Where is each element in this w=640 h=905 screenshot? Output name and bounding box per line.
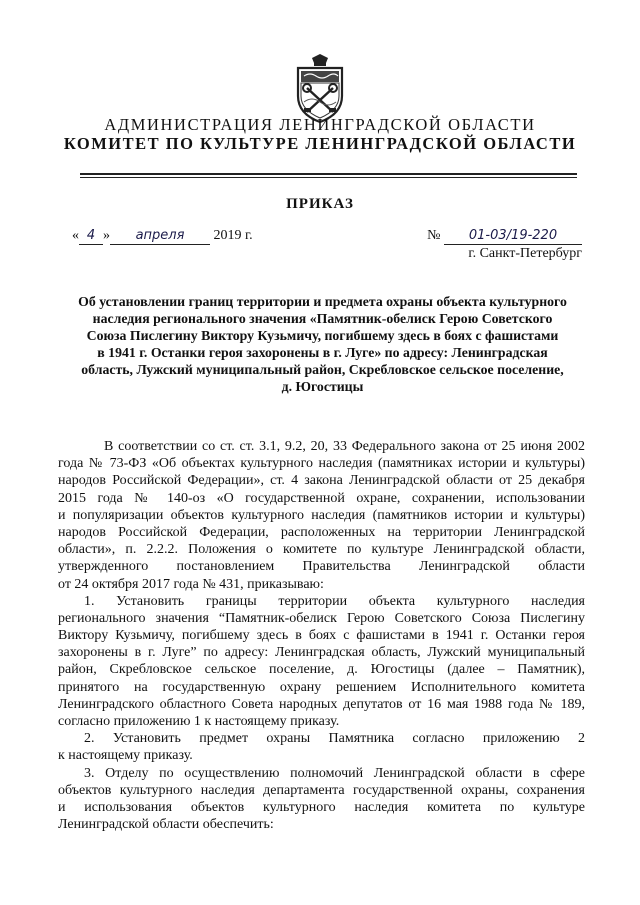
- item1-line: 1. Установить границы территории объекта культурного наследия: [84, 593, 585, 609]
- body-line: от 24 октября 2017 года № 431, приказываю:: [58, 576, 324, 592]
- document-type-title: ПРИКАЗ: [286, 196, 354, 212]
- order-body: [58, 438, 585, 833]
- order-subject: [60, 293, 585, 395]
- subject-line: область, Лужский муниципальный район, Скребловское сельское поселение,: [81, 362, 564, 377]
- item3-line: Ленинградской области обеспечить:: [58, 817, 274, 833]
- item1-line: район, Скребловское сельское поселение, д. Югостицы (далее – Памятник),: [58, 662, 585, 678]
- body-line: народов Российской Федерации, расположенных на территории Ленинградской: [58, 524, 585, 540]
- item1-line: Ленинградского областного Совета народных депутатов от 16 мая 1988 года № 189,: [58, 696, 585, 712]
- subject-line: наследия регионального значения «Памятник-обелиск Герою Советского: [92, 311, 553, 326]
- subject-line: Об установлении границ территории и предмета охраны объекта культурного: [78, 294, 567, 309]
- body-line: и популяризации объектов культурного наследия (памятников истории и культуры): [58, 507, 585, 523]
- date-year: 2019 г.: [213, 228, 253, 243]
- body-line: В соответствии со ст. ст. 3.1, 9.2, 20, 33 Федерального закона от 25 июня 2002: [104, 439, 585, 454]
- number-handwritten: 01-03/19-220: [444, 228, 582, 245]
- item2-line: 2. Установить предмет охраны Памятника согласно приложению 2: [84, 731, 585, 747]
- item2-line: к настоящему приказу.: [58, 748, 193, 764]
- body-line: народов Российской Федерации», ст. 4 закона Ленинградской области от 25 декабря: [58, 473, 585, 489]
- body-line: утвержденного постановлением Правительства Ленинградской области: [58, 559, 585, 575]
- body-line: года № 73-ФЗ «Об объектах культурного наследия (памятниках истории и культуры): [58, 456, 585, 472]
- item1-line: Виктору Кузьмичу, погибшему здесь в боях с фашистами в 1941 г. Останки героя: [58, 628, 585, 644]
- item1-line: регионального значения “Памятник-обелиск Герою Советского Союза Пислегину: [58, 610, 585, 626]
- item1-line: захоронены в г. Луге” по адресу: Ленинградская область, Лужский муниципальный: [58, 645, 585, 661]
- item1-line: принятого на государственную охрану решением Исполнительного комитета: [58, 679, 585, 695]
- item1-line: согласно приложению 1 к настоящему приказу.: [58, 714, 340, 729]
- item3-line: 3. Отделу по осуществлению полномочий Ленинградской области в сфере: [84, 765, 585, 781]
- subject-line: Союза Пислегину Виктору Кузьмичу, погибшему здесь в боях с фашистами: [86, 328, 559, 343]
- body-line: 2015 года № 140-оз «О государственной охране, сохранении, использовании: [58, 490, 585, 506]
- date-open-quote: «: [72, 228, 79, 243]
- date-month-handwritten: апреля: [110, 228, 210, 245]
- subject-line: в 1941 г. Останки героя захоронены в г. Луге» по адресу: Ленинградская: [97, 345, 548, 360]
- item3-line: объектов культурного наследия департамента государственной охраны, сохранения: [58, 782, 585, 798]
- order-number: [427, 228, 582, 245]
- date-day-handwritten: 4: [79, 228, 103, 245]
- header-divider-thick: [80, 173, 577, 175]
- issue-city: г. Санкт-Петербург: [468, 246, 582, 261]
- order-date: [72, 228, 253, 245]
- date-close-quote: »: [103, 228, 110, 243]
- header-divider-thin: [80, 177, 577, 178]
- subject-line: д. Югостицы: [281, 379, 364, 394]
- number-prefix: №: [427, 228, 441, 243]
- item3-line: и использования объектов культурного наследия комитета по культуре: [58, 799, 585, 815]
- org-name-committee: КОМИТЕТ ПО КУЛЬТУРЕ ЛЕНИНГРАДСКОЙ ОБЛАСТИ: [63, 134, 577, 153]
- body-line: области», п. 2.2.2. Положения о комитете по культуре Ленинградской области,: [58, 542, 585, 558]
- org-name-administration: АДМИНИСТРАЦИЯ ЛЕНИНГРАДСКОЙ ОБЛАСТИ: [104, 115, 536, 134]
